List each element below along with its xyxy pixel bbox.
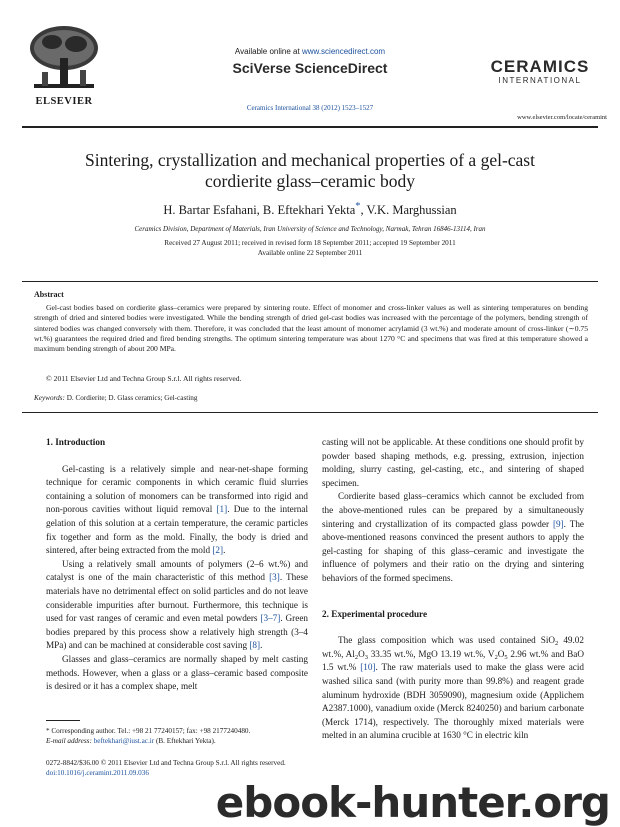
available-prefix: Available online at bbox=[234, 47, 302, 56]
available-online bbox=[160, 47, 460, 56]
title-line2: cordierite glass–ceramic body bbox=[205, 171, 415, 191]
sciverse-brand: SciVerse ScienceDirect bbox=[232, 60, 388, 76]
ref-link-8[interactable]: [8] bbox=[249, 640, 261, 651]
author-list bbox=[60, 201, 560, 218]
right-paragraph-2: Cordierite based glass–ceramics which cannot be excluded from the above-mentioned rules can be prepared by a simultaneously sintering and crystallization of its compacted glass powder [9]. The above-mentioned reasons convinced the present authors to apply the gel-casting for shaping of this glass–ceramic and investigate the influence of polymers and their ratio on the drying and sintering behaviors of the formed specimens. bbox=[322, 491, 584, 583]
corresponding-footnote: * Corresponding author. Tel.: +98 21 77240157; fax: +98 2177240480. E-mail address: beftekhari@iust.ac.ir (B. Eftekhari Yekta). bbox=[46, 727, 251, 745]
journal-url[interactable]: www.elsevier.com/locate/ceramint bbox=[517, 114, 607, 121]
journal-name-line2: INTERNATIONAL bbox=[498, 76, 582, 85]
email-label: E-mail address: bbox=[46, 737, 92, 745]
authors-last: , V.K. Marghussian bbox=[360, 203, 457, 218]
abstract-copyright: © 2011 Elsevier Ltd and Techna Group S.r.l. All rights reserved. bbox=[46, 374, 242, 383]
intro-paragraph-3: Glasses and glass–ceramics are normally shaped by melt casting methods. However, when a glass or a glass–ceramic based composite is desired or it has a complex shape, melt bbox=[46, 653, 308, 692]
affiliation: Ceramics Division, Department of Materials, Iran University of Science and Technology, Narmak, Tehran 16846-13114, Iran bbox=[134, 225, 486, 233]
ref-link-1[interactable]: [1] bbox=[216, 504, 228, 515]
keywords-label: Keywords: bbox=[34, 394, 65, 402]
left-column bbox=[46, 436, 308, 694]
abstract-bottom-divider bbox=[22, 412, 598, 413]
intro-heading: 1. Introduction bbox=[46, 437, 106, 447]
intro-paragraph-2: Using a relatively small amounts of polymers (2–6 wt.%) and catalyst is one of the main characteristic of this method [3]. These materials have no detrimental effect on solid particles and do not leave considerable impurities after burnout. Furthermore, this technique is used for vast ranges of ceramic and even metal powders [3–7]. Green bodies prepared by this process show a relatively high strength (3–4 MPa) and can be machined at considerable cost saving [8]. bbox=[46, 558, 308, 651]
authors-first: H. Bartar Esfahani, B. Eftekhari Yekta bbox=[163, 203, 356, 218]
received-dates: Received 27 August 2011; received in revised form 18 September 2011; accepted 19 September 2011 bbox=[164, 239, 456, 247]
issn-text: 0272-8842/$36.00 © 2011 Elsevier Ltd and Techna Group S.r.l. All rights reserved. bbox=[46, 759, 286, 767]
experimental-paragraph-1: The glass composition which was used contained SiO$_2$ 49.02 wt.%, $Al_2O_3$ 33.35 wt.%, MgO 13.19 wt.%, $V_2O_5$ 2.96 wt.% and BaO 1.5 wt.% [10]. The raw materials used to make the glass were acid washed silica sand (with purity more than 99.8%) and reagent grade aluminum hydroxide (BDH 3059090), magnesium oxide (Applichem A2387.1000), vanadium oxide (Merck 8240250) and barium carbonate (Merck 1714), respectively. The thoroughly mixed materials were melted in an alumina crucible at 1630 °C in electric kiln bbox=[322, 635, 584, 741]
ref-link-2[interactable]: [2] bbox=[212, 545, 224, 556]
keywords bbox=[34, 394, 197, 402]
ref-link-9[interactable]: [9] bbox=[552, 518, 564, 529]
watermark-text: ebook-hunter.org bbox=[215, 778, 610, 827]
footnote-divider bbox=[46, 720, 80, 721]
experimental-heading: 2. Experimental procedure bbox=[322, 608, 428, 619]
article-title bbox=[60, 150, 560, 192]
publisher-name: ELSEVIER bbox=[35, 96, 93, 107]
issn-line bbox=[46, 758, 286, 778]
ref-link-10[interactable]: [10] bbox=[360, 662, 376, 673]
ref-link-3-7[interactable]: [3–7] bbox=[260, 613, 281, 624]
abstract-body: Gel-cast bodies based on cordierite glass–ceramics were prepared by sintering route. Effect of monomer and cross-linker values as well as sintering temperatures on bending strength of dried and sintered bodies were investigated. While the bending strength of dried gel-cast bodies was increased with the percentage of the polymers, bending strength of sintered bodies was changed conversely with them. Therefore, it was concluded that the least amount of monomer acrylamid (3 wt.%) and moderate amount of cross-linker (∼0.75 wt.%) guarantees the required dried and fired bending strengths. The optimum sintering temperature was about 1270 °C and specimens that was fired at this temperature showed a maximum bending strength of about 200 MPa. bbox=[34, 303, 588, 354]
email-link[interactable]: beftekhari@iust.ac.ir bbox=[91, 737, 155, 745]
ref-link-3[interactable]: [3] bbox=[269, 572, 280, 583]
title-line1: Sintering, crystallization and mechanical properties of a gel-cast bbox=[85, 150, 535, 170]
journal-name-line1: CERAMICS bbox=[490, 57, 590, 76]
keywords-list: D. Cordierite; D. Glass ceramics; Gel-casting bbox=[64, 394, 198, 402]
journal-logo bbox=[480, 58, 600, 85]
right-column bbox=[322, 436, 584, 743]
journal-citation[interactable]: Ceramics International 38 (2012) 1523–1527 bbox=[246, 104, 374, 112]
corresponding-author-mark[interactable]: * bbox=[355, 201, 361, 212]
intro-paragraph-1: Gel-casting is a relatively simple and near-net-shape forming technique for ceramic components in which ceramic fluid slurries containing a solution of monomers can be transformed into rigid and non-porous cavities without liquid removal [1]. Due to the internal gelation of this solution at a certain temperature, the ceramic particles fix together and form as the mold. Finally, the body is dried and sintered, after being extracted from the mold [2]. bbox=[46, 463, 308, 556]
header-divider bbox=[22, 126, 598, 128]
article-dates bbox=[40, 238, 580, 258]
sciencedirect-link[interactable]: www.sciencedirect.com bbox=[301, 47, 386, 56]
online-date: Available online 22 September 2011 bbox=[257, 249, 363, 257]
doi-link[interactable]: doi:10.1016/j.ceramint.2011.09.036 bbox=[46, 769, 149, 777]
abstract-top-divider bbox=[22, 281, 598, 282]
abstract-heading: Abstract bbox=[34, 290, 64, 299]
right-paragraph-1: casting will not be applicable. At these conditions one should profit by powder based shaping methods, e.g. pressing, extrusion, injection molding, slurry casting, gel-casting, etc., and sintering of shaped specimen. bbox=[322, 437, 584, 488]
